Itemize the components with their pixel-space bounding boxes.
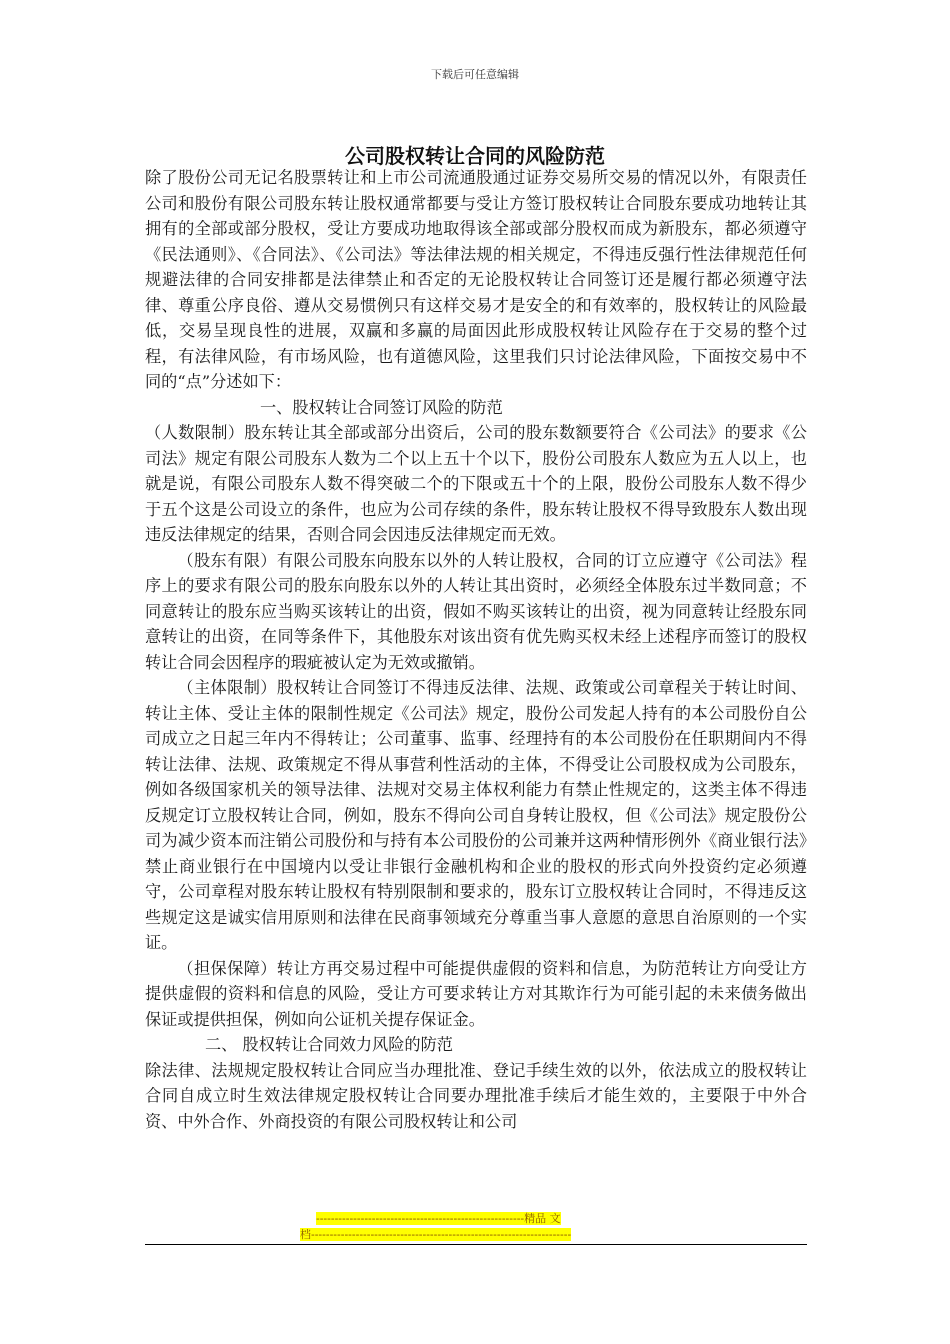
intro-paragraph: 除了股份公司无记名股票转让和上市公司流通股通过证券交易所交易的情况以外，有限责任公司和股份有限公司股东转让股权通常都要与受让方签订股权转让合同股东要成功地转让其拥有的全部或部分股权，受让方要成功地取得该全部或部分股权而成为新股东，都必须遵守《民法通则》、《合同法》、《公司法》等法律法规的相关规定，不得违反强行性法律规范任何规避法律的合同安排都是法律禁止和否定的无论股权转让合同签订还是履行都必须遵守法律、尊重公序良俗、遵从交易惯例只有这样交易才是安全的和有效率的，股权转让的风险最低，交易呈现良性的进展，双赢和多赢的局面因此形成股权转让风险存在于交易的整个过程，有法律风险，有市场风险，也有道德风险，这里我们只讨论法律风险，下面按交易中不同的“点”分述如下： — [145, 168, 807, 391]
page-header-note: 下载后可任意编辑 — [431, 68, 519, 81]
section-heading-1: 一、股权转让合同签订风险的防范 — [260, 397, 503, 417]
document-body — [145, 165, 807, 1134]
paragraph-shareholder-limit: （股东有限）有限公司股东向股东以外的人转让股权，合同的订立应遵守《公司法》程序上的要求有限公司的股东向股东以外的人转让其出资时，必须经全体股东过半数同意；不同意转让的股东应当购买该转让的出资，假如不购买该转让的出资，视为同意转让经股东同意转让的出资，在同等条件下，其他股东对该出资有优先购买权未经上述程序而签订的股权转让合同会因程序的瑕疵被认定为无效或撤销。 — [145, 550, 807, 672]
paragraph-headcount-limit: （人数限制）股东转让其全部或部分出资后，公司的股东数额要符合《公司法》的要求《公司法》规定有限公司股东人数为二个以上五十个以下，股份公司股东人数应为五人以上，也就是说，有限公司股东人数不得突破二个的下限或五十个的上限，股份公司股东人数不得少于五个这是公司设立的条件，也应为公司存续的条件，股东转让股权不得导致股东人数出现违反法律规定的结果，否则合同会因违反法律规定而无效。 — [145, 423, 807, 544]
paragraph-subject-limit: （主体限制）股权转让合同签订不得违反法律、法规、政策或公司章程关于转让时间、转让主体、受让主体的限制性规定《公司法》规定，股份公司发起人持有的本公司股份自公司成立之日起三年内不得转让；公司董事、监事、经理持有的本公司股份在任职期间内不得转让法律、法规、政策规定不得从事营利性活动的主体，不得受让公司股权成为公司股东，例如各级国家机关的领导法律、法规对交易主体权利能力有禁止性规定的，这类主体不得违反规定订立股权转让合同，例如，股东不得向公司自身转让股权，但《公司法》规定股份公司为减少资本而注销公司股份和与持有本公司股份的公司兼并这两种情形例外《商业银行法》禁止商业银行在中国境内以受让非银行金融机构和企业的股权的形式向外投资约定必须遵守，公司章程对股东转让股权有特别限制和要求的，股东订立股权转让合同时，不得违反这些规定这是诚实信用原则和法律在民商事领域充分尊重当事人意愿的意思自治原则的一个实证。 — [145, 678, 807, 952]
paragraph-guarantee: （担保保障）转让方再交易过程中可能提供虚假的资料和信息，为防范转让方向受让方提供虚假的资料和信息的风险，受让方可要求转让方对其欺诈行为可能引起的未来债务做出保证或提供担保，例如向公证机关提存保证金。 — [145, 958, 807, 1029]
footer-watermark-line-1: --------------------------------------------------------精品 文 — [316, 1212, 561, 1225]
paragraph-effectiveness: 除法律、法规规定股权转让合同应当办理批准、登记手续生效的以外，依法成立的股权转让合同自成立时生效法律规定股权转让合同要办理批准手续后才能生效的，主要限于中外合资、中外合作、外商投资的有限公司股权转让和公司 — [145, 1060, 807, 1131]
footer-divider — [145, 1244, 807, 1245]
document-title: 公司股权转让合同的风险防范 — [345, 144, 605, 168]
section-heading-2: 二、 股权转让合同效力风险的防范 — [205, 1035, 453, 1054]
footer-watermark-line-2: 档---------------------------------------------------------------------- — [300, 1228, 572, 1241]
